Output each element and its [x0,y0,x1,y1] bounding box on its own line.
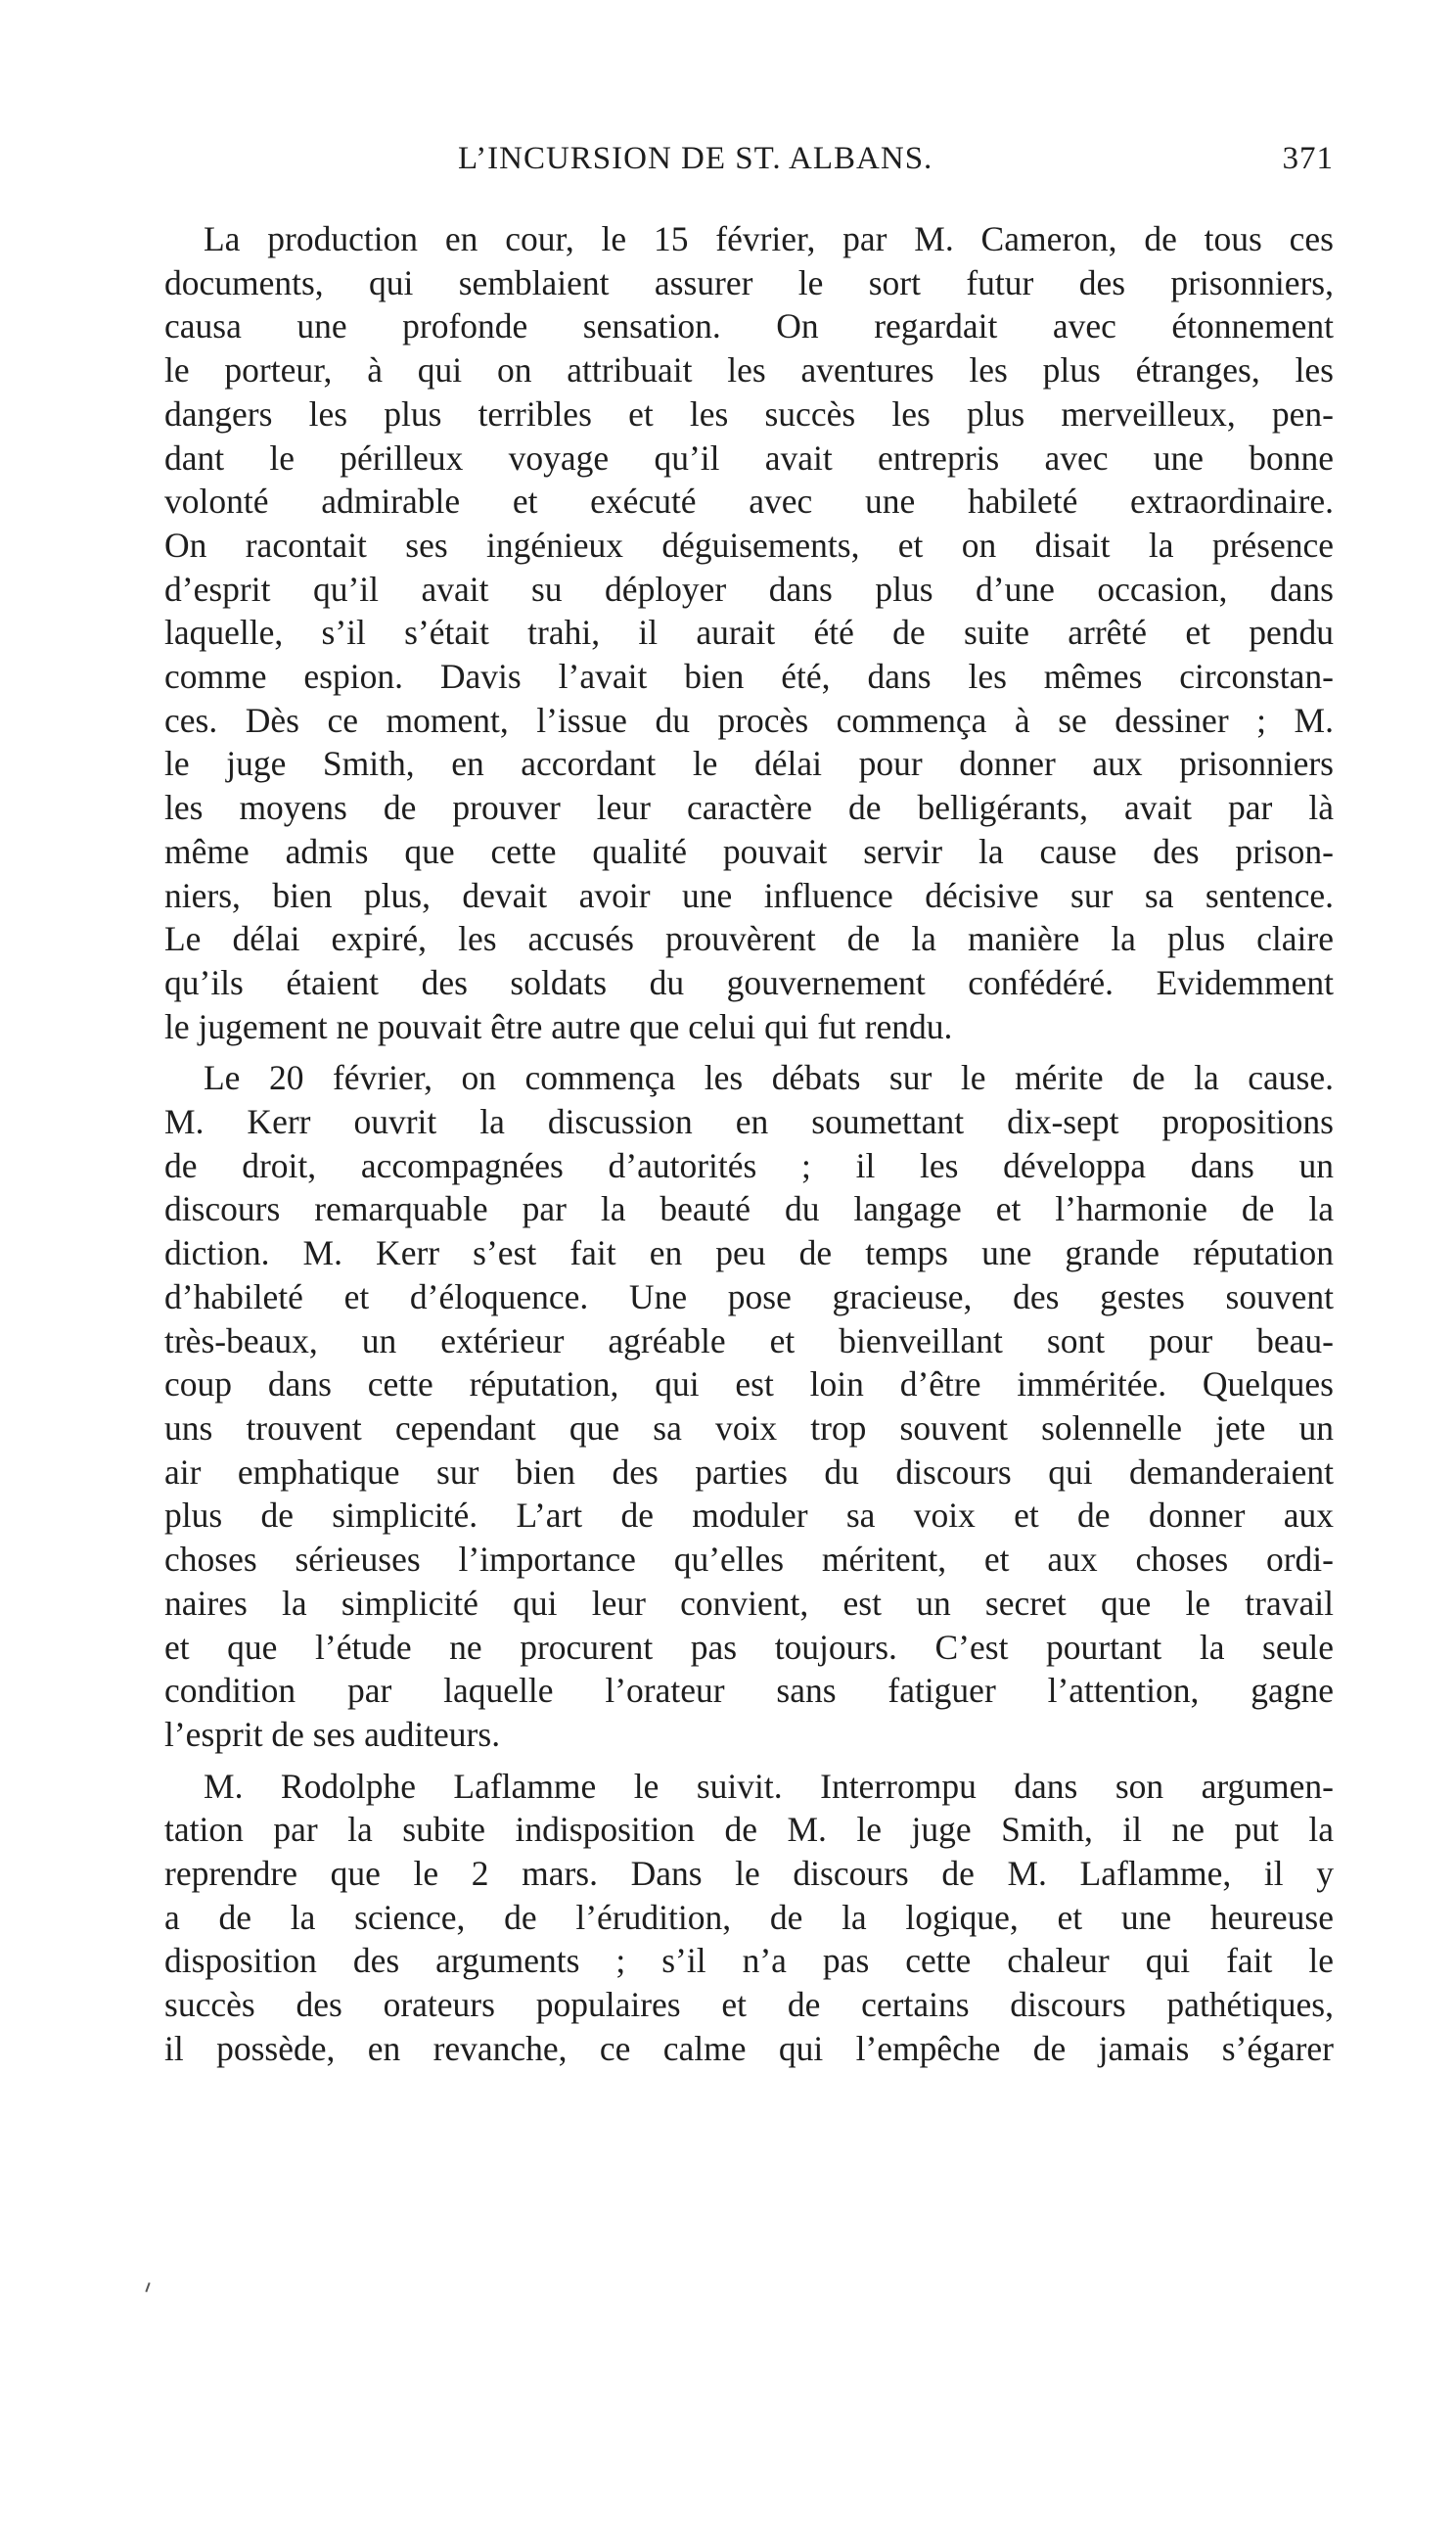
text-line: disposition des arguments ; s’il n’a pas cette chaleur qui fait le [164,1941,1334,1981]
text-line: les moyens de prouver leur caractère de belligérants, avait par là [164,788,1334,828]
text-line: a de la science, de l’érudition, de la logique, et une heureuse [164,1897,1334,1937]
text-line: et que l’étude ne procurent pas toujours. C’est pourtant la seule [164,1627,1334,1667]
text-line: ces. Dès ce moment, l’issue du procès commença à se dessiner ; M. [164,700,1334,740]
text-line: d’esprit qu’il avait su déployer dans plus d’une occasion, dans [164,569,1334,609]
text-line: qu’ils étaient des soldats du gouvernement confédéré. Evidemment [164,962,1334,1002]
paragraph-3 [164,1765,1334,2071]
paragraph-1 [164,217,1334,1048]
text-line: comme espion. Davis l’avait bien été, dans les mêmes circonstan- [164,657,1334,697]
text-line: diction. M. Kerr s’est fait en peu de temps une grande réputation [164,1233,1334,1273]
text-line: plus de simplicité. L’art de moduler sa voix et de donner aux [164,1496,1334,1536]
text-line: volonté admirable et exécuté avec une habileté extraordinaire. [164,482,1334,522]
text-line: discours remarquable par la beauté du langage et l’harmonie de la [164,1189,1334,1229]
text-line: La production en cour, le 15 février, par M. Cameron, de tous ces [204,219,1334,258]
text-line: dant le périlleux voyage qu’il avait entrepris avec une bonne [164,438,1334,478]
text-line: Le 20 février, on commença les débats sur le mérite de la cause. [204,1058,1334,1098]
text-line: laquelle, s’il s’était trahi, il aurait été de suite arrêté et pendu [164,613,1334,653]
text-line: choses sérieuses l’importance qu’elles méritent, et aux choses ordi- [164,1540,1334,1580]
text-line: l’esprit de ses auditeurs. [164,1714,501,1754]
text-line: On racontait ses ingénieux déguisements, et on disait la présence [164,525,1334,565]
text-line: d’habileté et d’éloquence. Une pose gracieuse, des gestes souvent [164,1276,1334,1316]
print-speck [145,2282,150,2292]
text-line: même admis que cette qualité pouvait servir la cause des prison- [164,831,1334,871]
text-line: il possède, en revanche, ce calme qui l’empêche de jamais s’égarer [164,2028,1334,2068]
text-line: niers, bien plus, devait avoir une influence décisive sur sa sentence. [164,875,1334,915]
text-line: uns trouvent cependant que sa voix trop souvent solennelle jete un [164,1407,1334,1448]
text-line: reprendre que le 2 mars. Dans le discours de M. Laflamme, il y [164,1854,1334,1894]
running-head [164,141,1334,192]
text-line: succès des orateurs populaires et de certains discours pathétiques, [164,1985,1334,2025]
running-title: L’INCURSION DE ST. ALBANS. [458,141,933,176]
text-line: causa une profonde sensation. On regardait avec étonnement [164,306,1334,346]
text-line: tation par la subite indisposition de M. le juge Smith, il ne put la [164,1810,1334,1850]
text-line: le jugement ne pouvait être autre que celui qui fut rendu. [164,1006,953,1046]
text-line: M. Kerr ouvrit la discussion en soumettant dix-sept propositions [164,1102,1334,1142]
text-line: le porteur, à qui on attribuait les aventures les plus étranges, les [164,350,1334,391]
text-line: coup dans cette réputation, qui est loin d’être imméritée. Quelques [164,1364,1334,1405]
text-line: naires la simplicité qui leur convient, est un secret que le travail [164,1583,1334,1623]
text-line: très-beaux, un extérieur agréable et bienveillant sont pour beau- [164,1320,1334,1360]
body-text [164,217,1334,2071]
text-line: M. Rodolphe Laflamme le suivit. Interrompu dans son argumen- [204,1766,1334,1806]
text-line: condition par laquelle l’orateur sans fatiguer l’attention, gagne [164,1671,1334,1711]
text-line: le juge Smith, en accordant le délai pour donner aux prisonniers [164,744,1334,784]
text-line: documents, qui semblaient assurer le sort futur des prisonniers, [164,262,1334,302]
text-line: air emphatique sur bien des parties du discours qui demanderaient [164,1451,1334,1492]
page-number: 371 [1282,141,1334,176]
text-line: Le délai expiré, les accusés prouvèrent de la manière la plus claire [164,919,1334,959]
paragraph-2 [164,1056,1334,1756]
text-line: de droit, accompagnées d’autorités ; il les développa dans un [164,1145,1334,1185]
text-line: dangers les plus terribles et les succès les plus merveilleux, pen- [164,393,1334,434]
